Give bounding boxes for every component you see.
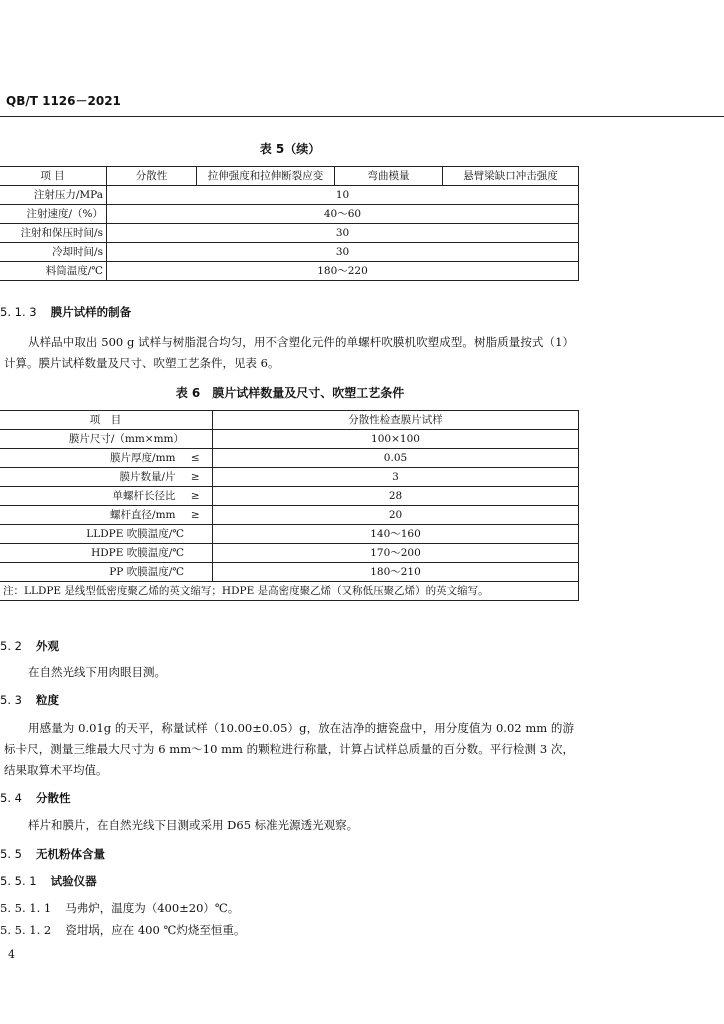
section-5-4-paragraph: 样片和膜片，在自然光线下目测或采用 D65 标准光源透光观察。 [28,818,359,832]
table5-col-dispersion: 分散性 [107,167,197,186]
section-title: 分散性 [35,791,71,805]
table6-row-value: 170～200 [213,544,579,563]
table-row [0,243,579,262]
section-5-3-heading [0,692,59,708]
table6-header-row [0,411,579,430]
table5-row-value: 30 [107,224,579,243]
table6-row-symbol: ≥ [179,506,213,525]
table6-caption: 表 6 膜片试样数量及尺寸、吹塑工艺条件 [175,386,405,400]
table5-row-label: 冷却时间/s [0,243,107,262]
section-5-1-3-heading [0,304,131,320]
section-5-5-1-2 [0,922,245,938]
table5-col-flexural: 弯曲模量 [335,167,443,186]
table5-row-label: 注射压力/MPa [0,186,107,205]
table-row [0,525,579,544]
section-number: 5. 3 [0,693,22,707]
table6-row-symbol: ≤ [179,449,213,468]
table5 [0,166,579,281]
table6-row-label: LLDPE 吹膜温度/℃ [0,525,213,544]
table6-row-symbol: ≥ [179,468,213,487]
table-row [0,205,579,224]
section-title: 粒度 [35,693,59,707]
table-row [0,449,579,468]
table5-col-item: 项 目 [0,167,107,186]
table5-col-tensile: 拉伸强度和拉伸断裂应变 [197,167,335,186]
table5-row-label: 料筒温度/℃ [0,262,107,281]
table-row [0,506,579,525]
table6-row-value: 0.05 [213,449,579,468]
section-number: 5. 1. 3 [0,305,37,319]
table6 [0,410,579,601]
section-5-1-3-paragraph: 从样品中取出 500 g 试样与树脂混合均匀，用不含塑化元件的单螺杆吹膜机吹塑成型。树脂质量按式（1）计算。膜片试样数量及尺寸、吹塑工艺条件，见表 6。 [4,335,574,370]
table-row [0,262,579,281]
table6-col-film-sample: 分散性检查膜片试样 [213,411,579,430]
section-title: 膜片试样的制备 [50,305,132,319]
table-row [0,430,579,449]
table5-row-value: 10 [107,186,579,205]
section-number: 5. 5 [0,847,22,861]
section-number: 5. 5. 1. 1 [0,901,52,915]
section-5-5-heading [0,846,105,862]
section-number: 5. 5. 1. 2 [0,923,52,937]
table-row [0,487,579,506]
section-title: 外观 [35,639,59,653]
header-rule [0,116,724,117]
table5-col-impact: 悬臂梁缺口冲击强度 [443,167,579,186]
table6-note: 注：LLDPE 是线型低密度聚乙烯的英文缩写；HDPE 是高密度聚乙烯（又称低压聚乙烯）的英文缩写。 [0,582,579,601]
section-5-3-paragraph: 用感量为 0.01g 的天平，称量试样（10.00±0.05）g，放在洁净的搪瓷盘中，用分度值为 0.02 mm 的游标卡尺，测量三维最大尺寸为 6 mm～10 mm 的颗粒进行称量，计算占试样总质量的百分数。平行检测 3 次，结果取算术平均值。 [4,721,574,777]
item-text: 瓷坩埚，应在 400 ℃灼烧至恒重。 [65,923,246,937]
section-5-5-1-1 [0,900,239,916]
table6-row-label: 膜片尺寸/（mm×mm） [0,430,213,449]
table6-col-item: 项 目 [0,411,213,430]
table6-row-value: 100×100 [213,430,579,449]
table5-row-value: 180～220 [107,262,579,281]
table6-row-label: 膜片数量/片 [0,468,179,487]
section-5-5-1-heading [0,873,97,889]
table5-row-value: 40～60 [107,205,579,224]
section-number: 5. 5. 1 [0,874,37,888]
section-number: 5. 4 [0,791,22,805]
table6-row-value: 3 [213,468,579,487]
table6-row-label: PP 吹膜温度/℃ [0,563,213,582]
table6-row-value: 20 [213,506,579,525]
table-row [0,468,579,487]
table5-header-row [0,167,579,186]
table6-row-value: 28 [213,487,579,506]
table6-row-label: 单螺杆长径比 [0,487,179,506]
table5-row-label: 注射和保压时间/s [0,224,107,243]
section-5-4-heading [0,790,70,806]
table-row [0,224,579,243]
document-code: QB/T 1126－2021 [6,94,121,108]
table6-row-value: 140～160 [213,525,579,544]
table-row [0,544,579,563]
section-title: 无机粉体含量 [35,847,105,861]
table-row [0,186,579,205]
table5-row-label: 注射速度/（%） [0,205,107,224]
page-number: 4 [8,948,15,961]
table6-row-label: 膜片厚度/mm [0,449,179,468]
table6-row-label: HDPE 吹膜温度/℃ [0,544,213,563]
section-5-2-paragraph: 在自然光线下用肉眼目测。 [28,665,166,679]
table6-row-symbol: ≥ [179,487,213,506]
section-number: 5. 2 [0,639,22,653]
table6-row-label: 螺杆直径/mm [0,506,179,525]
section-5-2-heading [0,638,59,654]
table-row [0,563,579,582]
table5-caption: 表 5（续） [259,142,321,156]
table5-row-value: 30 [107,243,579,262]
table6-row-value: 180～210 [213,563,579,582]
section-title: 试验仪器 [50,874,97,888]
table6-note-row [0,582,579,601]
item-text: 马弗炉，温度为（400±20）℃。 [65,901,240,915]
